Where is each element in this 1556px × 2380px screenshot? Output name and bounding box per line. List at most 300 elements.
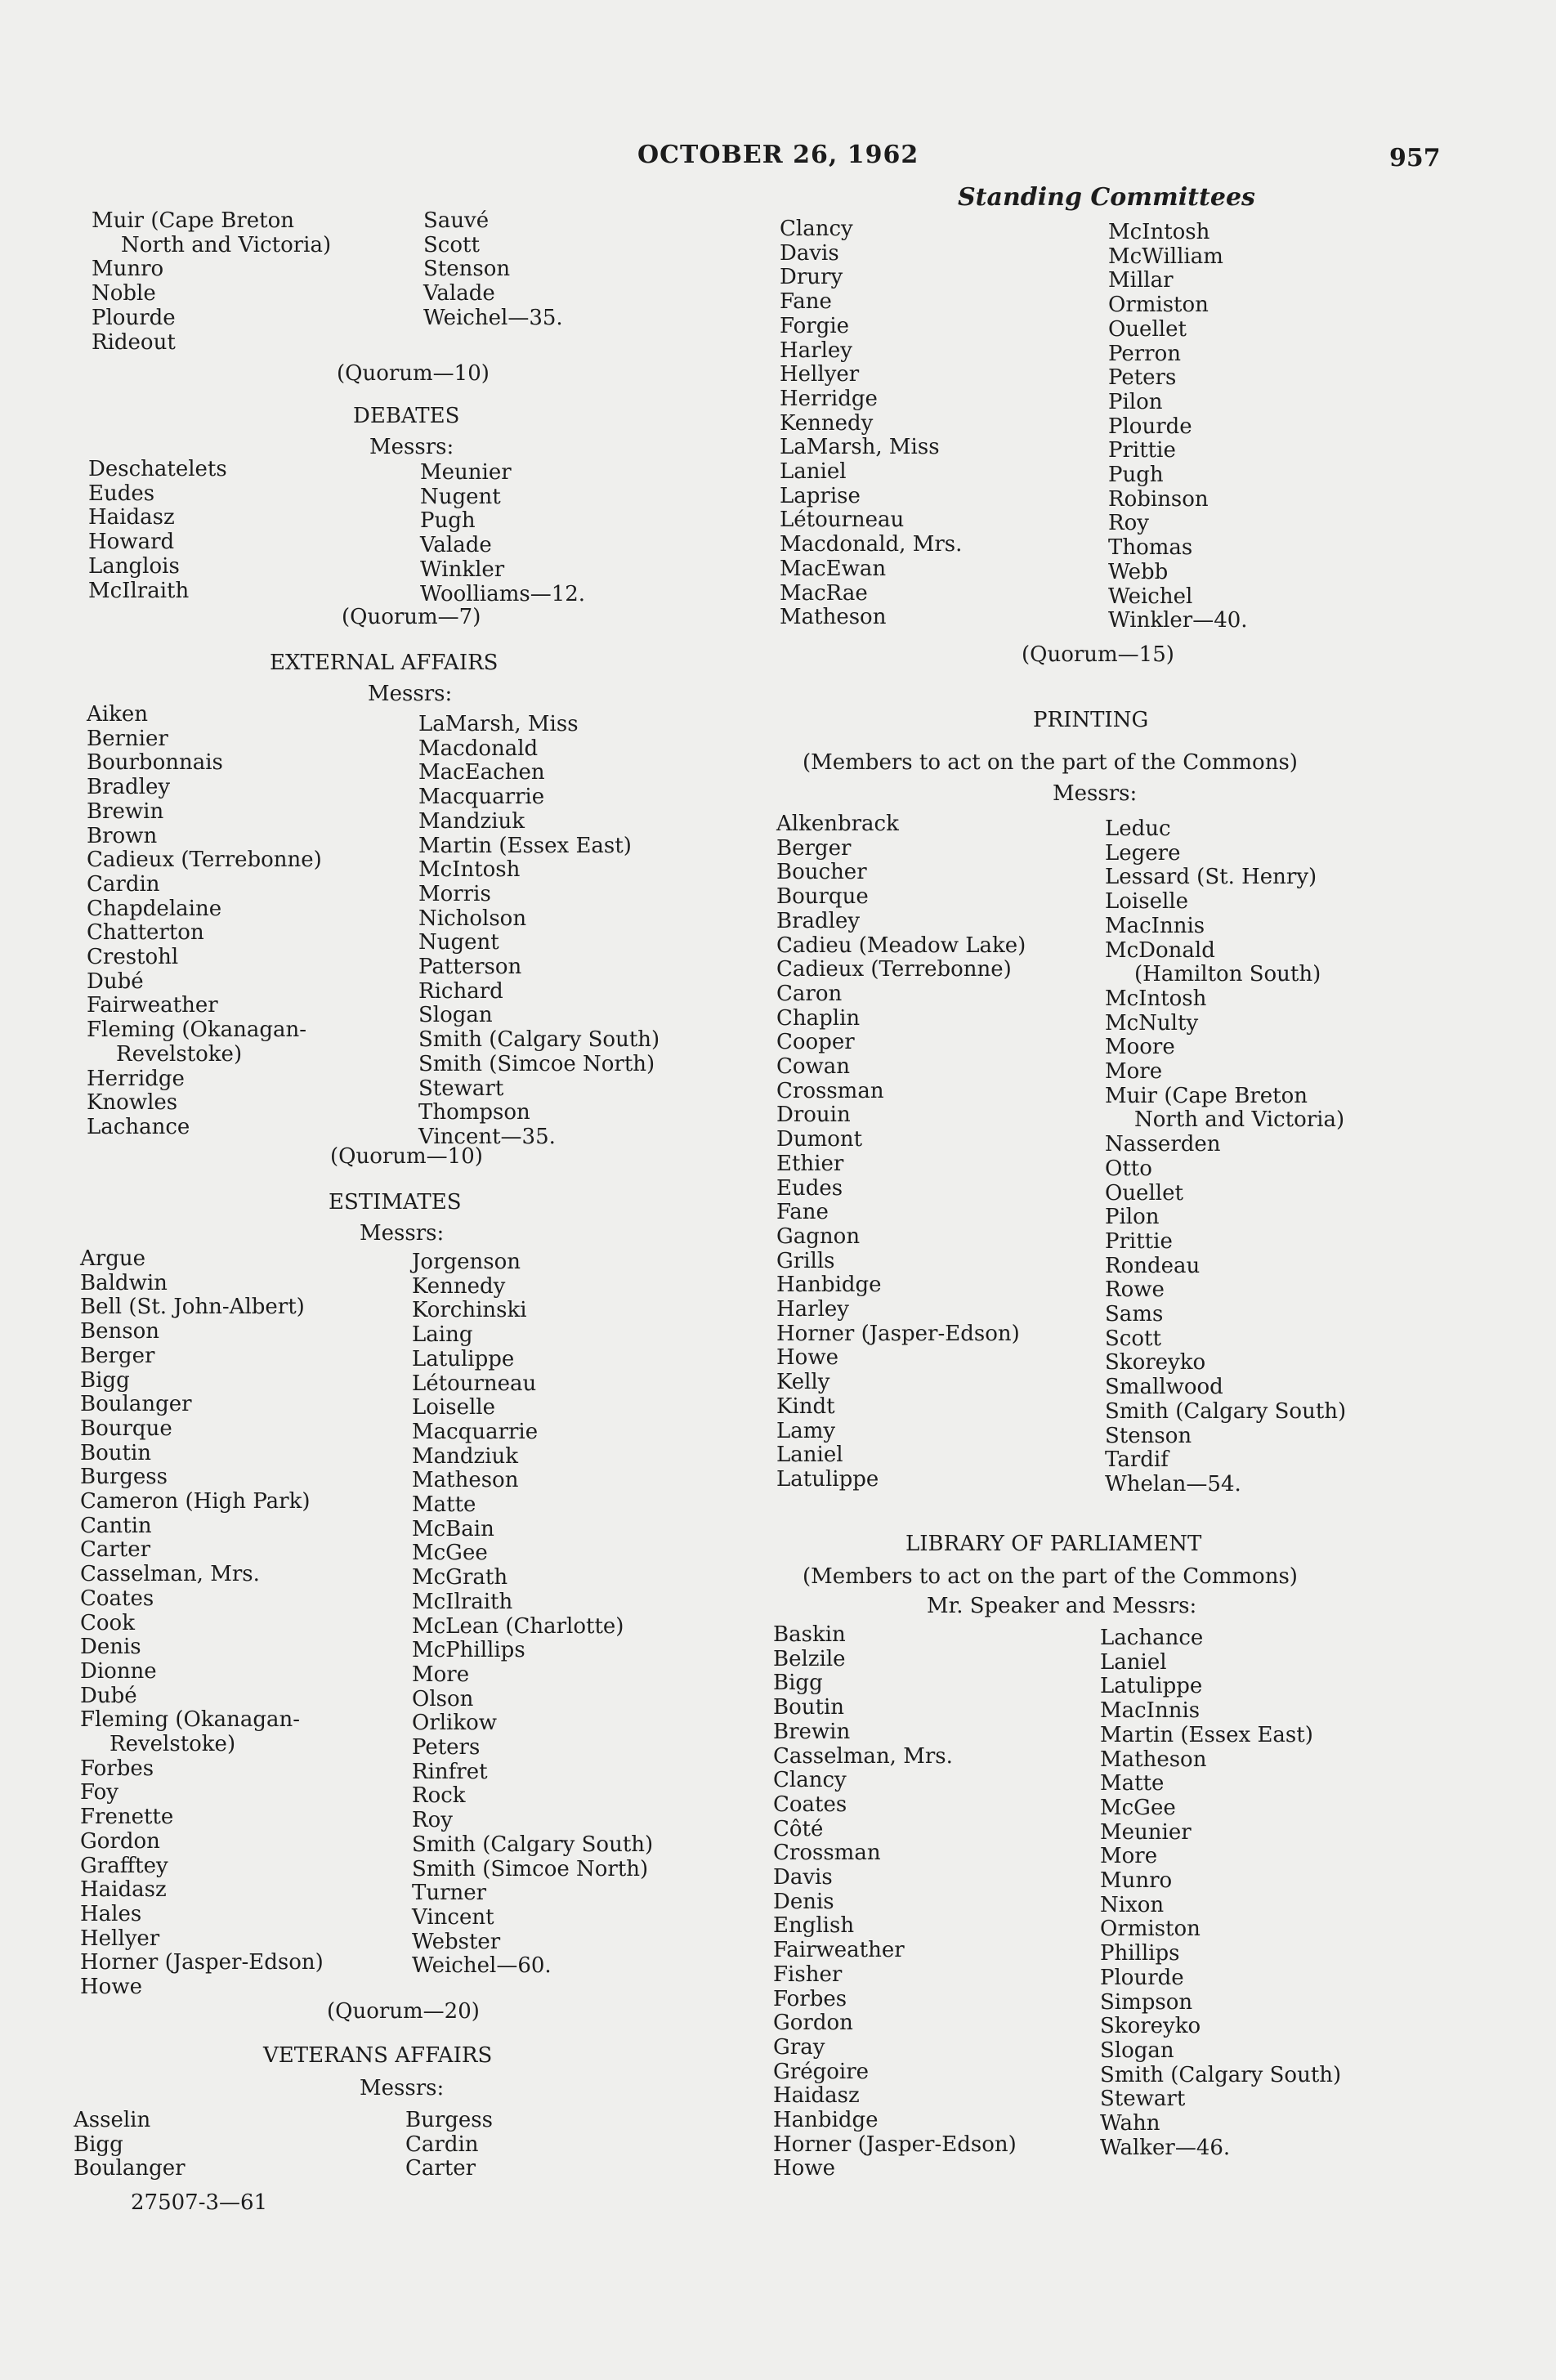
member-name: MacRae [780,580,868,606]
debates-title: DEBATES [353,404,460,428]
member-name: Orlikow [412,1711,498,1736]
member-name: Prittie [1105,1228,1173,1254]
estimates-quorum: (Quorum—20) [327,1999,480,2024]
member-name: Nugent [418,930,499,955]
member-name: Turner [412,1881,487,1906]
debates-quorum: (Quorum—7) [342,605,481,629]
member-name: Weichel [1108,584,1193,609]
member-name: Grégoire [773,2059,870,2084]
member-name: Horner (Jasper-Edson) [773,2132,1017,2157]
member-name: Bourque [80,1416,172,1441]
member-name: Hanbidge [773,2108,879,2133]
member-name: Laniel [1100,1649,1167,1675]
member-name: Morris [418,881,491,906]
member-name: Casselman, Mrs. [773,1743,953,1769]
member-name: MacEwan [780,556,887,581]
estimates-col1 [80,1247,324,2000]
member-name: Mandziuk [412,1443,519,1469]
member-name: Cardin [405,2132,479,2157]
member-name: Bradley [776,908,861,933]
member-name: Frenette [80,1805,174,1830]
member-name: Fleming (Okanagan- [80,1707,301,1733]
member-name: Skoreyko [1105,1350,1206,1376]
member-name: Drury [780,265,843,290]
member-name: Stewart [1100,2087,1186,2112]
member-name: Lamy [776,1418,836,1443]
member-name: Brown [87,823,158,848]
member-name: Moore [1105,1035,1175,1060]
member-name: Valade [420,533,492,558]
member-name: Mandziuk [418,808,525,834]
member-name: Gray [773,2034,825,2060]
member-name: McPhillips [412,1638,525,1663]
member-name: Fane [776,1200,829,1225]
member-name: Olson [412,1686,474,1711]
printing-title: PRINTING [1033,708,1149,732]
member-name: Rondeau [1105,1253,1201,1278]
external-col2 [418,713,660,1150]
member-name: (Hamilton South) [1134,962,1321,987]
member-name: Burgess [405,2108,493,2132]
member-name: Ouellet [1108,316,1187,342]
member-name: Forbes [80,1756,154,1781]
cont1-col2 [423,209,563,331]
member-name: Bradley [87,775,171,800]
member-name: Winkler—40. [1108,608,1248,633]
member-name: Dubé [87,969,144,994]
member-name: Webster [412,1929,501,1954]
member-name: Kennedy [412,1273,506,1299]
member-name: Howe [776,1345,838,1371]
member-name: Kennedy [780,410,874,436]
member-name: Richard [418,978,503,1004]
member-name: Haidasz [88,505,175,530]
member-name: McDonald [1105,937,1215,963]
member-name: Korchinski [412,1298,527,1323]
printing-sub: (Members to act on the part of the Commons) [803,750,1298,775]
member-name: Meunier [1100,1819,1192,1845]
member-name: Skoreyko [1100,2014,1201,2039]
member-name: Boutin [80,1440,152,1465]
member-name: Whelan—54. [1105,1471,1241,1496]
member-name: Vincent—35. [418,1124,556,1149]
member-name: Wahn [1100,2111,1160,2136]
veterans-title: VETERANS AFFAIRS [263,2043,493,2068]
member-name: Foy [80,1780,118,1805]
estimates-title: ESTIMATES [329,1190,462,1215]
member-name: Munro [1100,1868,1173,1894]
member-name: English [773,1913,855,1939]
member-name: Lessard (St. Henry) [1105,865,1317,890]
member-name: McIlraith [412,1589,513,1614]
library-col2 [1100,1626,1341,2160]
right-cont-quorum: (Quorum—15) [1022,642,1174,667]
member-name: Rock [412,1783,466,1809]
member-name: Cadieux (Terrebonne) [87,848,322,873]
page-number: 957 [1389,144,1441,172]
member-name: Legere [1105,840,1181,866]
member-name: Prittie [1108,438,1176,463]
estimates-col2 [412,1250,653,1979]
member-name: Drouin [776,1103,851,1128]
member-name: Denis [80,1635,141,1660]
member-name: Horner (Jasper-Edson) [776,1321,1020,1346]
member-name: Smith (Calgary South) [418,1027,660,1053]
member-name: Ethier [776,1151,844,1176]
member-name: Grafftey [80,1853,168,1878]
member-name: Hellyer [780,362,860,387]
library-title: LIBRARY OF PARLIAMENT [905,1532,1202,1556]
member-name: Létourneau [780,508,905,533]
member-name: Caron [776,981,843,1006]
member-name: Dionne [80,1658,157,1684]
member-name: Ormiston [1108,293,1209,318]
member-name: Sauvé [423,208,490,233]
member-name: Rinfret [412,1759,488,1784]
member-name: Rowe [1105,1277,1165,1303]
member-name: Herridge [87,1066,185,1091]
member-name: Forgie [780,313,850,338]
member-name: Sams [1105,1302,1164,1327]
member-name: Bourbonnais [87,750,223,776]
member-name: Peters [1108,365,1177,391]
member-name: Peters [412,1735,481,1760]
member-name: Smith (Simcoe North) [418,1051,655,1076]
page-date: OCTOBER 26, 1962 [637,141,919,169]
member-name: Howe [773,2156,835,2181]
member-name: Otto [1105,1156,1152,1181]
member-name: Pugh [1108,463,1164,488]
member-name: Haidasz [773,2083,860,2109]
member-name: Winkler [420,557,505,582]
member-name: Kelly [776,1370,830,1395]
member-name: Knowles [87,1090,178,1116]
member-name: Scott [1105,1326,1161,1351]
member-name: Boutin [773,1695,845,1720]
member-name: Rideout [92,329,176,355]
member-name: McWilliam [1108,244,1223,269]
member-name: Macdonald [418,736,539,761]
footnote: 27507-3—61 [131,2190,268,2215]
member-name: McIlraith [88,578,190,603]
member-name: Coates [773,1792,847,1817]
member-name: McIntosh [1105,986,1207,1011]
member-name: Fane [780,289,832,315]
member-name: Brewin [87,799,164,824]
member-name: Burgess [80,1465,168,1490]
member-name: Plourde [92,305,176,330]
member-name: MacInnis [1100,1698,1201,1724]
member-name: Stewart [418,1076,504,1101]
member-name: Grills [776,1248,835,1273]
member-name: Latulippe [776,1466,879,1492]
member-name: Forbes [773,1986,847,2011]
member-name: Hales [80,1901,142,1926]
veterans-col1 [74,2109,186,2181]
member-name: Stenson [423,257,511,282]
member-name: Macquarrie [418,785,545,810]
member-name: Benson [80,1319,159,1344]
member-name: Crestohl [87,945,179,970]
member-name: Weichel—35. [423,305,563,330]
member-name: Valade [423,281,495,306]
debates-messrs: Messrs: [369,435,454,459]
member-name: Muir (Cape Breton [92,208,294,233]
member-name: Martin (Essex East) [1100,1722,1313,1747]
member-name: Belzile [773,1646,846,1671]
member-name: Baskin [773,1622,846,1647]
member-name: Muir (Cape Breton [1105,1083,1308,1108]
member-name: Clancy [773,1768,847,1793]
member-name: Latulippe [412,1346,515,1371]
member-name: Loiselle [1105,889,1188,915]
member-name: Revelstoke) [116,1041,243,1067]
page-subtitle: Standing Committees [958,183,1255,212]
member-name: McIntosh [418,857,521,883]
member-name: Nixon [1100,1892,1165,1917]
member-name: Harley [780,338,852,363]
member-name: North and Victoria) [1134,1107,1345,1133]
member-name: Matte [1100,1771,1165,1796]
member-name: Horner (Jasper-Edson) [80,1950,324,1975]
member-name: Berger [776,835,852,861]
debates-col1 [88,458,227,603]
member-name: Davis [780,240,839,266]
member-name: Macquarrie [412,1419,539,1444]
member-name: More [1100,1844,1158,1869]
member-name: McIntosh [1108,220,1210,244]
member-name: Roy [1108,511,1149,536]
member-name: Ormiston [1100,1917,1201,1942]
member-name: Kindt [776,1394,835,1419]
member-name: Dubé [80,1683,137,1708]
member-name: Laniel [776,1443,843,1468]
member-name: Côté [773,1816,824,1841]
member-name: Leduc [1105,816,1171,841]
member-name: Argue [80,1246,145,1271]
member-name: Cowan [776,1054,851,1080]
member-name: Smith (Calgary South) [412,1832,654,1857]
member-name: MacEachen [418,760,545,785]
printing-col1 [776,812,1026,1492]
member-name: McGee [1100,1795,1176,1820]
external-title: EXTERNAL AFFAIRS [270,651,499,675]
member-name: Lachance [87,1114,190,1139]
library-messrs: Mr. Speaker and Messrs: [927,1594,1197,1618]
member-name: Robinson [1108,486,1209,512]
member-name: Woolliams—12. [420,581,586,606]
member-name: Chatterton [87,920,204,946]
member-name: Langlois [88,553,180,579]
member-name: Chapdelaine [87,896,222,921]
member-name: Cooper [776,1030,855,1055]
member-name: Perron [1108,341,1181,366]
member-name: Macdonald, Mrs. [780,532,963,557]
right-cont-col2 [1108,221,1248,633]
member-name: Phillips [1100,1941,1180,1966]
member-name: Hanbidge [776,1273,882,1298]
member-name: Asselin [74,2108,151,2132]
member-name: Baldwin [80,1270,168,1295]
member-name: Alkenbrack [776,812,899,836]
member-name: Gordon [773,2011,853,2036]
member-name: Brewin [773,1719,851,1744]
member-name: Webb [1108,559,1169,584]
member-name: Cantin [80,1513,152,1538]
member-name: Plourde [1108,414,1192,439]
veterans-messrs: Messrs: [360,2076,445,2100]
member-name: More [1105,1059,1163,1085]
member-name: Gagnon [776,1224,861,1249]
member-name: Bernier [87,726,168,751]
member-name: Nicholson [418,906,527,931]
member-name: Matheson [1100,1747,1207,1772]
member-name: Crossman [776,1078,884,1103]
external-col1 [87,703,322,1140]
member-name: Smith (Calgary South) [1100,2062,1342,2087]
member-name: Noble [92,281,156,306]
member-name: Boulanger [80,1392,192,1417]
member-name: Fairweather [773,1938,905,1963]
library-col1 [773,1623,1017,2181]
member-name: Simpson [1100,1989,1193,2015]
member-name: Clancy [780,217,853,241]
member-name: More [412,1662,470,1687]
member-name: Stenson [1105,1423,1192,1448]
debates-col2 [420,461,585,606]
member-name: Matheson [780,605,887,630]
member-name: Cadieux (Terrebonne) [776,957,1012,982]
member-name: Walker—46. [1100,2135,1231,2160]
member-name: Fleming (Okanagan- [87,1018,307,1043]
member-name: Lachance [1100,1626,1204,1650]
member-name: McLean (Charlotte) [412,1613,624,1639]
estimates-messrs: Messrs: [360,1221,445,1246]
member-name: Berger [80,1343,155,1368]
member-name: Gordon [80,1828,160,1854]
member-name: Thomas [1108,535,1193,561]
member-name: Dumont [776,1127,863,1152]
member-name: Revelstoke) [110,1732,236,1757]
member-name: Slogan [1100,2038,1174,2063]
member-name: Martin (Essex East) [418,833,632,858]
member-name: Fairweather [87,993,218,1018]
member-name: McGrath [412,1565,508,1590]
printing-messrs: Messrs: [1053,781,1138,806]
member-name: Carter [405,2156,476,2181]
member-name: Laing [412,1322,473,1348]
member-name: Eudes [88,481,155,506]
member-name: Tardif [1105,1447,1169,1473]
member-name: Chaplin [776,1005,861,1031]
member-name: Aiken [87,702,148,727]
member-name: Eudes [776,1175,843,1201]
cont1-col1 [92,209,331,355]
member-name: Cadieu (Meadow Lake) [776,933,1026,958]
member-name: Plourde [1100,1965,1184,1990]
member-name: Hellyer [80,1926,160,1951]
member-name: Haidasz [80,1877,167,1903]
member-name: Scott [423,232,480,257]
member-name: Bell (St. John-Albert) [80,1295,305,1320]
member-name: Coates [80,1586,154,1611]
member-name: Pilon [1108,389,1163,414]
member-name: North and Victoria) [121,232,332,257]
member-name: Smith (Calgary South) [1105,1398,1347,1424]
external-quorum: (Quorum—10) [330,1144,483,1169]
library-sub: (Members to act on the part of the Commons) [803,1564,1298,1589]
member-name: Bigg [773,1671,823,1696]
printing-col2 [1105,817,1346,1497]
member-name: McGee [412,1541,488,1566]
member-name: Bigg [80,1367,130,1393]
member-name: Cardin [87,871,160,897]
member-name: Thompson [418,1100,530,1125]
member-name: Harley [776,1297,849,1322]
member-name: Ouellet [1105,1180,1183,1206]
member-name: Nasserden [1105,1132,1221,1157]
member-name: Létourneau [412,1371,537,1396]
member-name: Matheson [412,1468,519,1493]
member-name: McNulty [1105,1010,1199,1036]
member-name: Pugh [420,508,476,534]
member-name: Nugent [420,484,501,509]
member-name: Jorgenson [412,1250,521,1274]
member-name: MacInnis [1105,913,1205,938]
member-name: Millar [1108,268,1174,293]
member-name: Munro [92,257,164,282]
member-name: Casselman, Mrs. [80,1562,260,1587]
right-cont-col1 [780,217,962,630]
veterans-col2 [405,2109,493,2181]
member-name: Davis [773,1865,833,1890]
external-messrs: Messrs: [368,682,453,706]
member-name: Denis [773,1889,834,1914]
member-name: Howard [88,530,175,555]
member-name: Meunier [420,460,512,485]
member-name: Weichel—60. [412,1953,552,1979]
member-name: Latulippe [1100,1674,1203,1699]
cont1-quorum: (Quorum—10) [337,361,490,386]
member-name: Crossman [773,1841,881,1866]
member-name: Matte [412,1492,476,1518]
member-name: Bigg [74,2132,123,2157]
member-name: Roy [412,1808,453,1833]
member-name: Howe [80,1975,142,2000]
member-name: Laniel [780,459,847,485]
member-name: Boulanger [74,2156,186,2181]
member-name: Boucher [776,860,867,885]
member-name: Cook [80,1610,135,1635]
member-name: Slogan [418,1003,493,1028]
member-name: Patterson [418,955,522,980]
member-name: Laprise [780,483,861,508]
member-name: Deschatelets [88,457,227,481]
member-name: Smith (Simcoe North) [412,1856,649,1881]
member-name: Herridge [780,386,878,411]
member-name: Pilon [1105,1205,1160,1230]
member-name: Bourque [776,884,869,910]
member-name: Vincent [412,1904,494,1930]
member-name: Smallwood [1105,1375,1223,1400]
member-name: McBain [412,1516,494,1541]
member-name: Fisher [773,1962,843,1987]
member-name: Carter [80,1537,151,1563]
member-name: Cameron (High Park) [80,1489,311,1514]
member-name: Loiselle [412,1395,495,1420]
member-name: LaMarsh, Miss [418,712,579,736]
member-name: LaMarsh, Miss [780,435,940,460]
